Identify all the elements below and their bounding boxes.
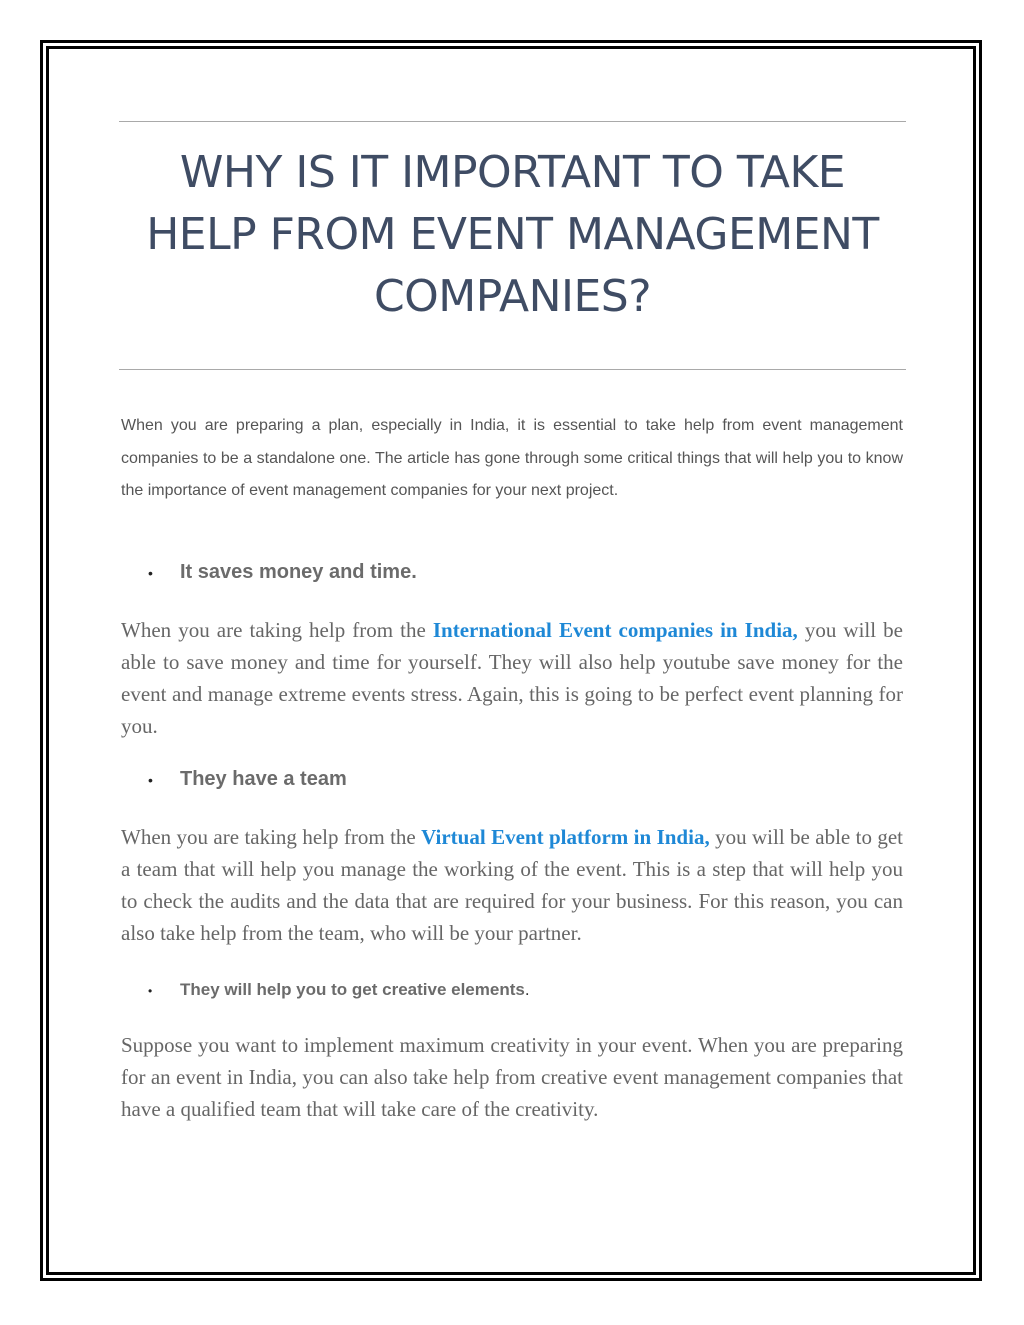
bullet-dot-icon: • (148, 771, 153, 788)
bullet-item-creative (148, 980, 530, 1000)
paragraph-text: you will be able to save money and time for yourself. They will also help youtube save money for the event and manage extreme events stress. Again, this is going to be perfect event planning for you. (121, 618, 903, 738)
bullet-item-team (148, 768, 347, 791)
paragraph-text: When you are taking help from the (121, 618, 433, 642)
document-title: WHY IS IT IMPORTANT TO TAKE HELP FROM EVENT MANAGEMENT COMPANIES? (146, 147, 879, 322)
bullet-heading-trail: . (524, 980, 530, 999)
title-rule-bottom (119, 369, 906, 370)
title-rule-top (119, 121, 906, 122)
link-international-event-companies[interactable]: International Event companies in India (432, 618, 793, 642)
paragraph-text: When you are taking help from the (121, 825, 422, 849)
bullet-dot-icon: • (148, 983, 153, 998)
bullet-heading: They will help you to get creative elements (180, 980, 525, 999)
intro-paragraph: When you are preparing a plan, especially in India, it is essential to take help from event management companies to be a standalone one. The article has gone through some critical things that will help you to know the importance of event management companies for your next project. (121, 417, 903, 499)
bullet-heading: It saves money and time. (180, 561, 417, 583)
bullet-dot-icon: • (148, 564, 153, 581)
link-punctuation: , (704, 825, 710, 849)
bullet-heading: They have a team (180, 768, 347, 790)
link-virtual-event-platform[interactable]: Virtual Event platform in India (421, 825, 705, 849)
section-paragraph-team (121, 821, 903, 949)
section-paragraph-saves-money (121, 614, 903, 742)
paragraph-text: you will be able to get a team that will help you manage the working of the event. This is a step that will help you to check the audits and the data that are required for your business. For this reason, you can also take help from the team, who will be your partner. (121, 825, 903, 945)
section-paragraph-creative: Suppose you want to implement maximum creativity in your event. When you are preparing for an event in India, you can also take help from creative event management companies that have a qualified team that will take care of the creativity. (121, 1033, 903, 1121)
link-punctuation: , (792, 618, 798, 642)
bullet-item-saves-money (148, 561, 417, 584)
